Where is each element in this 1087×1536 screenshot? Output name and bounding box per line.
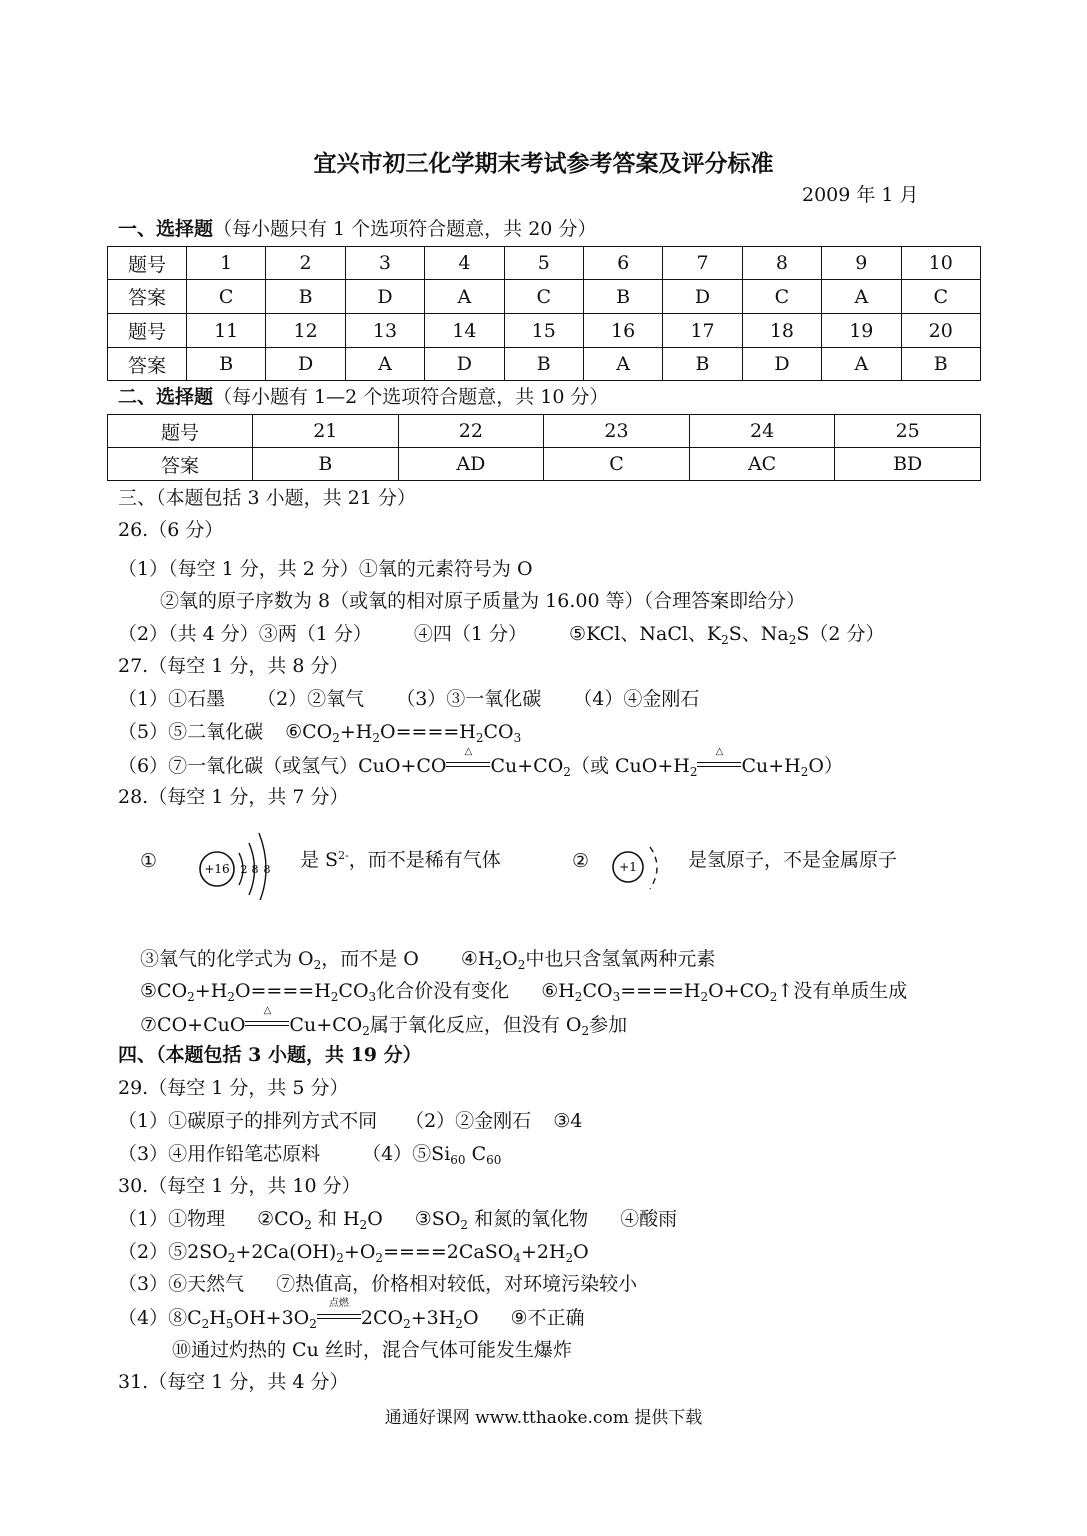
table-cell: 1 (187, 247, 266, 280)
q29-line1: （1）①碳原子的排列方式不同 （2）②金刚石 ③4 (118, 1110, 583, 1132)
q27-line3: （6）⑦一氧化碳（或氢气）CuO+CO △ $Cu+CO_2$（或 $CuO+H_2$ △ $Cu+H_2O$） (118, 746, 843, 779)
table-cell: D (425, 348, 504, 381)
q28-line5: ⑦CO+CuO △ $Cu+CO_2$属于氧化反应，但没有 $O_2$参加 (140, 1005, 628, 1038)
table-cell: 23 (544, 415, 690, 448)
table-cell: 18 (742, 314, 821, 348)
table-cell: 8 (742, 247, 821, 280)
q30-line1: （1）①物理 $②CO_2$ 和 $H_2O$ $③SO_2$ 和氮的氧化物 ④酸雨 (118, 1208, 678, 1232)
ignition-condition-sign: 点燃 (317, 1308, 361, 1322)
row-label: 题号 (108, 247, 187, 280)
nucleus-charge-label: +16 (204, 862, 230, 876)
table-cell: B (266, 280, 345, 314)
q30-heading: 30.（每空 1 分，共 10 分） (118, 1175, 361, 1197)
table-cell: 20 (901, 314, 980, 348)
hydrogen-atom-structure-diagram (610, 843, 665, 893)
table-cell: A (822, 280, 901, 314)
q28-heading: 28.（每空 1 分，共 7 分） (118, 786, 349, 808)
table-row (108, 247, 981, 280)
table-cell: 9 (822, 247, 901, 280)
table-cell: 13 (345, 314, 424, 348)
row-label: 答案 (108, 280, 187, 314)
row-label: 答案 (108, 348, 187, 381)
row-label: 题号 (108, 415, 253, 448)
table-cell: A (822, 348, 901, 381)
sulfur-ion-structure-diagram (195, 825, 285, 900)
row-label: 题号 (108, 314, 187, 348)
table-cell: 3 (345, 247, 424, 280)
table-cell: 4 (425, 247, 504, 280)
heat-condition-sign: △ (697, 756, 741, 770)
heat-condition-sign: △ (245, 1015, 289, 1029)
q31-heading: 31.（每空 1 分，共 4 分） (118, 1371, 349, 1393)
q29-heading: 29.（每空 1 分，共 5 分） (118, 1077, 349, 1099)
q30-line4: $(4)⑧C_2H_5OH+3O_2$ 点燃 $2CO_2+3H_2O$ ⑨不正确 (118, 1298, 585, 1331)
q30-line5: ⑩通过灼热的 Cu 丝时，混合气体可能发生爆炸 (172, 1339, 572, 1361)
table-cell: 14 (425, 314, 504, 348)
table-cell: AD (398, 448, 544, 481)
q28-text2: 是氢原子，不是金属原子 (688, 849, 898, 871)
section2-answer-table (107, 414, 981, 481)
table-row (108, 280, 981, 314)
table-cell: 17 (663, 314, 742, 348)
table-cell: 19 (822, 314, 901, 348)
table-cell: C (504, 280, 583, 314)
q26-line1: （1）（每空 1 分，共 2 分）①氧的元素符号为 O (118, 558, 533, 580)
table-cell: B (663, 348, 742, 381)
table-cell: A (345, 348, 424, 381)
table-cell: B (187, 348, 266, 381)
table-cell: 11 (187, 314, 266, 348)
table-cell: 24 (689, 415, 835, 448)
nucleus-charge-label: +1 (619, 860, 637, 874)
exam-date: 2009 年 1 月 (802, 184, 919, 206)
q30-line2: $(2)⑤2SO_2+2Ca(OH)_2+O_2====2CaSO_4+2H_2O$ (118, 1241, 589, 1265)
table-cell: 25 (835, 415, 981, 448)
table-row (108, 348, 981, 381)
row-label: 答案 (108, 448, 253, 481)
table-cell: 7 (663, 247, 742, 280)
q27-line1: （1）①石墨 （2）②氧气 （3）③一氧化碳 （4）④金刚石 (118, 688, 700, 710)
table-cell: 10 (901, 247, 980, 280)
section4-heading: 四、（本题包括 3 小题，共 19 分） (118, 1044, 422, 1066)
table-cell: 12 (266, 314, 345, 348)
table-cell: A (583, 348, 662, 381)
table-cell: 21 (253, 415, 399, 448)
table-row (108, 314, 981, 348)
table-cell: 5 (504, 247, 583, 280)
table-cell: C (544, 448, 690, 481)
table-cell: 16 (583, 314, 662, 348)
table-cell: D (742, 348, 821, 381)
heat-condition-sign: △ (446, 756, 490, 770)
table-cell: 6 (583, 247, 662, 280)
table-cell: 15 (504, 314, 583, 348)
section2-heading: 二、选择题（每小题有 1—2 个选项符合题意，共 10 分） (118, 386, 609, 408)
q29-line2: （3）④用作铅笔芯原料 $(4)⑤Si_{60}$ $C_{60}$ (118, 1143, 502, 1167)
table-cell: 2 (266, 247, 345, 280)
table-cell: C (901, 280, 980, 314)
section3-heading: 三、（本题包括 3 小题，共 21 分） (118, 487, 416, 509)
electron-shell-count: 8 (251, 863, 259, 876)
table-cell: A (425, 280, 504, 314)
q26-line2: ②氧的原子序数为 8（或氧的相对原子质量为 16.00 等）（合理答案即给分） (160, 590, 806, 612)
q26-heading: 26.（6 分） (118, 519, 224, 541)
q28-marker2: ② (572, 850, 590, 872)
table-cell: D (345, 280, 424, 314)
table-cell: B (901, 348, 980, 381)
page-title: 宜兴市初三化学期末考试参考答案及评分标准 (313, 150, 774, 177)
q26-line3: （2）（共 4 分）③两（1 分） ④四（1 分） ⑤KCl、NaCl、$K_2S$、$Na_2S(2$ 分） (118, 623, 885, 647)
q28-line3: ③氧气的化学式为 $O_2$，而不是 O $④H_2O_2$中也只含氢氧两种元素 (140, 948, 716, 972)
q27-line2: （5）⑤二氧化碳 $⑥CO_2+H_2O====H_2CO_3$ (118, 721, 522, 745)
table-cell: B (504, 348, 583, 381)
table-cell: D (663, 280, 742, 314)
q28-marker1: ① (140, 850, 158, 872)
q27-heading: 27.（每空 1 分，共 8 分） (118, 655, 349, 677)
table-row (108, 415, 981, 448)
section1-heading: 一、选择题（每小题只有 1 个选项符合题意，共 20 分） (118, 218, 597, 240)
electron-shell-count: 2 (240, 863, 248, 876)
table-cell: BD (835, 448, 981, 481)
table-row (108, 448, 981, 481)
table-cell: D (266, 348, 345, 381)
table-cell: B (583, 280, 662, 314)
q30-line3: （3）⑥天然气 ⑦热值高，价格相对较低，对环境污染较小 (118, 1273, 638, 1295)
q28-text1: 是 $S^{2-}$，而不是稀有气体 (300, 849, 501, 871)
table-cell: C (187, 280, 266, 314)
footer-source: 通通好课网 www.tthaoke.com 提供下载 (384, 1408, 703, 1428)
section1-answer-table (107, 246, 981, 381)
table-cell: C (742, 280, 821, 314)
electron-shell-count: 8 (263, 863, 271, 876)
table-cell: 22 (398, 415, 544, 448)
q28-line4: $⑤CO_2+H_2O====H_2CO_3$化合价没有变化 $⑥H_2CO_3====H_2O+CO_2↑$没有单质生成 (140, 980, 908, 1004)
table-cell: B (253, 448, 399, 481)
table-cell: AC (689, 448, 835, 481)
